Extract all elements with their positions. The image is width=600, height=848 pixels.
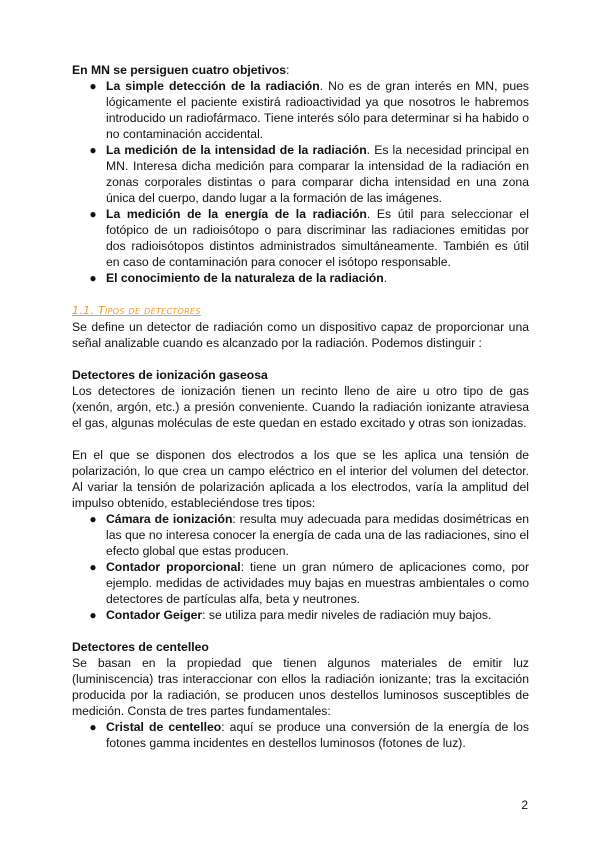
bullet-icon: ●	[89, 271, 97, 285]
scintillation-part-item: ● Cristal de centelleo: aquí se produce una conversión de la energía de los fotones gamma incidentes en destellos luminosos (fotones de luz).	[89, 720, 529, 750]
bullet-icon: ●	[89, 79, 97, 93]
scintillation-paragraph: Se basan en la propiedad que tienen algunos materiales de emitir luz (luminiscencia) tras interaccionar con ellos la radiación ionizante; tras la excitación producida por la radiación, se producen unos destellos luminosos susceptibles de medición. Consta de tres partes fundamentales:	[72, 656, 529, 718]
section-title: 1.1. Tipos de detectores	[72, 304, 201, 317]
objectives-list	[72, 78, 529, 286]
objective-item: ● El conocimiento de la naturaleza de la radiación.	[89, 271, 388, 285]
objectives-intro: En MN se persiguen cuatro objetivos:	[72, 63, 290, 77]
bullet-icon: ●	[89, 207, 97, 221]
bullet-icon: ●	[89, 143, 97, 157]
bullet-icon: ●	[89, 720, 97, 734]
bullet-icon: ●	[89, 560, 97, 574]
gaseous-paragraph-1: Los detectores de ionización tienen un recinto lleno de aire u otro tipo de gas (xenón, argón, etc.) a presión conveniente. Cuando la radiación ionizante atraviesa el gas, algunas moléculas de este quedan en estado excitado y otras son ionizadas.	[72, 384, 529, 430]
objective-item: ● La simple detección de la radiación. No es de gran interés en MN, pues lógicamente el paciente existirá radioactividad ya que nosotros le habremos introducido un radiofármaco. Tiene interés sólo para determinar si ha habido o no contaminación accidental.	[89, 79, 529, 141]
scintillation-heading: Detectores de centelleo	[72, 640, 209, 654]
objective-item: ● La medición de la intensidad de la radiación. Es la necesidad principal en MN. Interesa dicha medición para comparar la intensidad de la radiación en zonas corporales distintas o para comparar dicha intensidad en una zona única del cuerpo, dando lugar a la formación de las imágenes.	[89, 143, 529, 205]
bullet-icon: ●	[89, 512, 97, 526]
objective-item: ● La medición de la energía de la radiación. Es útil para seleccionar el fotópico de un radioisótopo o para discriminar las radiaciones emitidas por dos radioisótopos distintos administrados simultáneamente. También es útil en caso de contaminación para conocer el isótopo responsable.	[89, 207, 529, 269]
page-number: 2	[521, 798, 528, 812]
gaseous-heading: Detectores de ionización gaseosa	[72, 368, 268, 382]
detector-type-item: ● Contador proporcional: tiene un gran número de aplicaciones como, por ejemplo. medidas de actividades muy bajas en muestras ambientales o como detectores de partículas alfa, beta y neutrones.	[89, 560, 529, 606]
bullet-icon: ●	[89, 608, 97, 622]
section-intro: Se define un detector de radiación como un dispositivo capaz de proporcionar una señal analizable cuando es alcanzado por la radiación. Podemos distinguir :	[72, 320, 529, 350]
scintillation-list	[72, 719, 529, 751]
gaseous-paragraph-2: En el que se disponen dos electrodos a los que se les aplica una tensión de polarización, lo que crea un campo eléctrico en el interior del volumen del detector. Al variar la tensión de polarización aplicada a los electrodos, varía la amplitud del impulso obtenido, estableciéndose tres tipos:	[72, 448, 529, 510]
detector-type-item: ● Cámara de ionización: resulta muy adecuada para medidas dosimétricas en las que no interesa conocer la energía de cada una de las radiaciones, sino el efecto global que estas producen.	[89, 512, 530, 558]
detector-type-item: ● Contador Geiger: se utiliza para medir niveles de radiación muy bajos.	[89, 608, 492, 622]
document-page	[72, 62, 529, 751]
gaseous-list	[72, 511, 529, 623]
